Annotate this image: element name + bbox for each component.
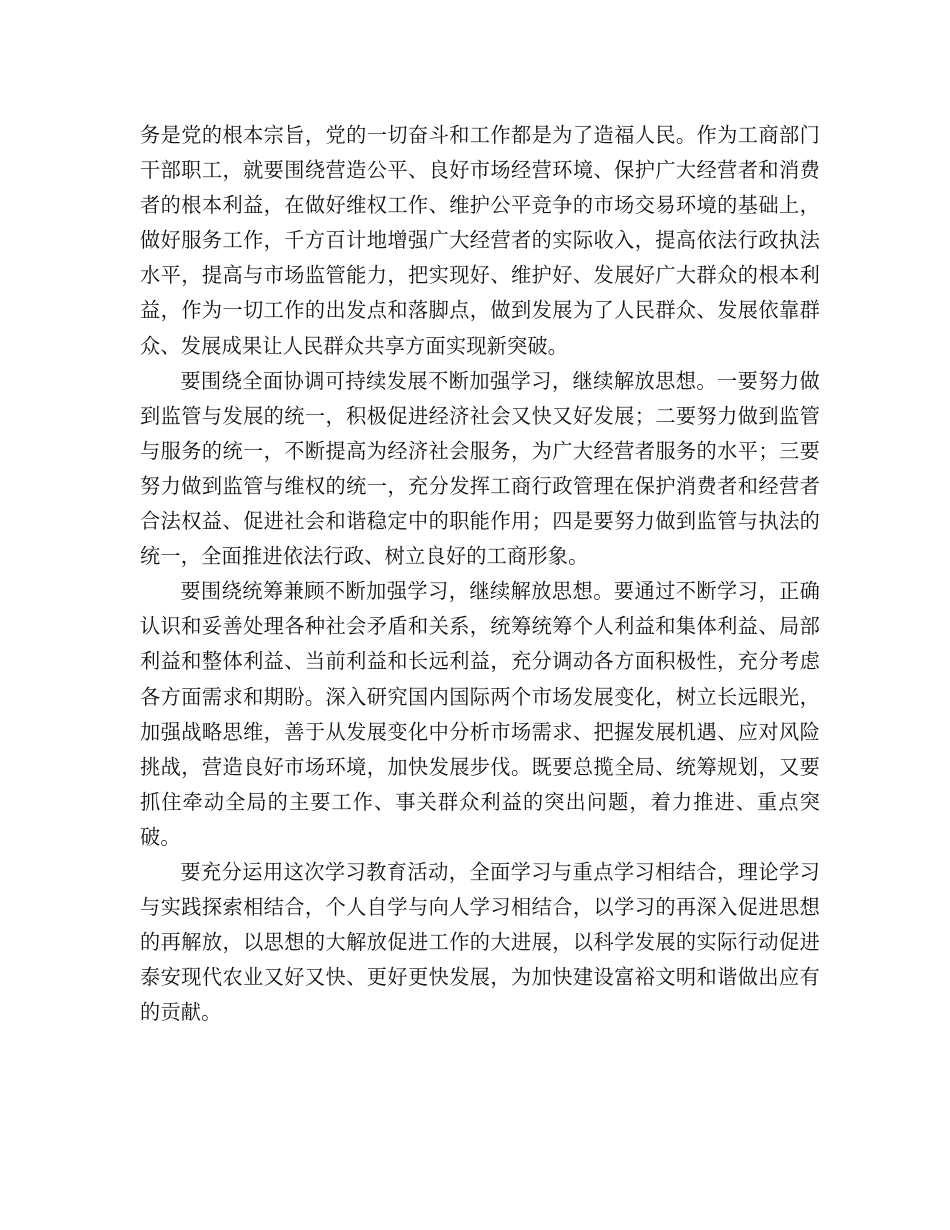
paragraph-overall-planning: 要围绕统筹兼顾不断加强学习，继续解放思想。要通过不断学习，正确认识和妥善处理各种社会矛盾和关系，统筹统筹个人利益和集体利益、局部利益和整体利益、当前利益和长远利益，充分调动各方面积极性，充分考虑各方面需求和期盼。深入研究国内国际两个市场发展变化，树立长远眼光，加强战略思维，善于从发展变化中分析市场需求、把握发展机遇、应对风险挑战，营造良好市场环境，加快发展步伐。既要总揽全局、统筹规划，又要抓住牵动全局的主要工作、事关群众利益的突出问题，着力推进、重点突破。 [140, 579, 820, 849]
document-body [140, 118, 820, 1030]
paragraph-sustainable-development: 要围绕全面协调可持续发展不断加强学习，继续解放思想。一要努力做到监管与发展的统一，积极促进经济社会又快又好发展；二要努力做到监管与服务的统一，不断提高为经济社会服务，为广大经营者服务的水平；三要努力做到监管与维权的统一，充分发挥工商行政管理在保护消费者和经营者合法权益、促进社会和谐稳定中的职能作用；四是要努力做到监管与执法的统一，全面推进依法行政、树立良好的工商形象。 [140, 368, 820, 569]
paragraph-continued: 务是党的根本宗旨，党的一切奋斗和工作都是为了造福人民。作为工商部门干部职工，就要围绕营造公平、良好市场经营环境、保护广大经营者和消费者的根本利益，在做好维权工作、维护公平竞争的市场交易环境的基础上，做好服务工作，千方百计地增强广大经营者的实际收入，提高依法行政执法水平，提高与市场监管能力，把实现好、维护好、发展好广大群众的根本利益，作为一切工作的出发点和落脚点，做到发展为了人民群众、发展依靠群众、发展成果让人民群众共享方面实现新突破。 [140, 123, 820, 358]
paragraph-learning-activity: 要充分运用这次学习教育活动，全面学习与重点学习相结合，理论学习与实践探索相结合，个人自学与向人学习相结合，以学习的再深入促进思想的再解放，以思想的大解放促进工作的大进展，以科学发展的实际行动促进泰安现代农业又好又快、更好更快发展，为加快建设富裕文明和谐做出应有的贡献。 [140, 859, 820, 1025]
